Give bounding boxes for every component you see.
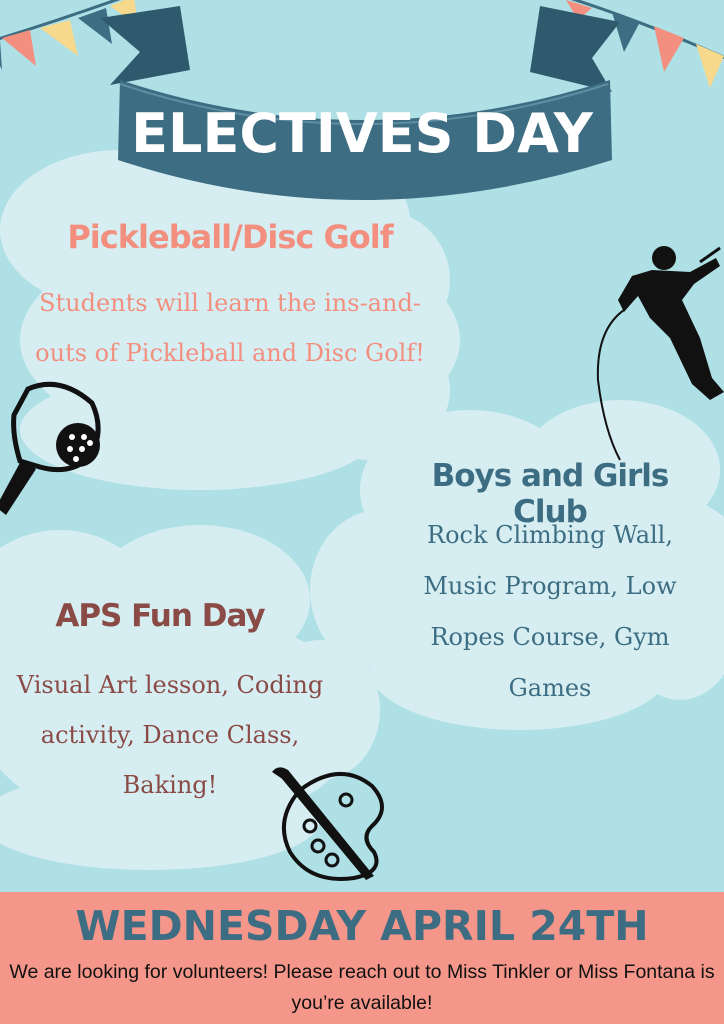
banner-title: ELECTIVES DAY — [131, 102, 593, 165]
pickleball-description: Students will learn the ins-and-outs of Pickleball and Disc Golf! — [35, 289, 425, 367]
boys-girls-club-title: Boys and Girls Club — [431, 458, 669, 530]
event-date: WEDNESDAY APRIL 24TH — [75, 902, 649, 950]
pickleball-title: Pickleball/Disc Golf — [67, 218, 393, 256]
bunting-left — [0, 0, 138, 70]
boys-girls-club-description: Rock Climbing Wall, Music Program, Low Ropes Course, Gym Games — [423, 521, 677, 702]
aps-fun-day-description: Visual Art lesson, Coding activity, Dance Class, Baking! — [16, 671, 324, 799]
aps-fun-day-title: APS Fun Day — [55, 598, 265, 634]
volunteer-message: We are looking for volunteers! Please reach out to Miss Tinkler or Miss Fontana is you’re available! — [9, 961, 715, 1014]
